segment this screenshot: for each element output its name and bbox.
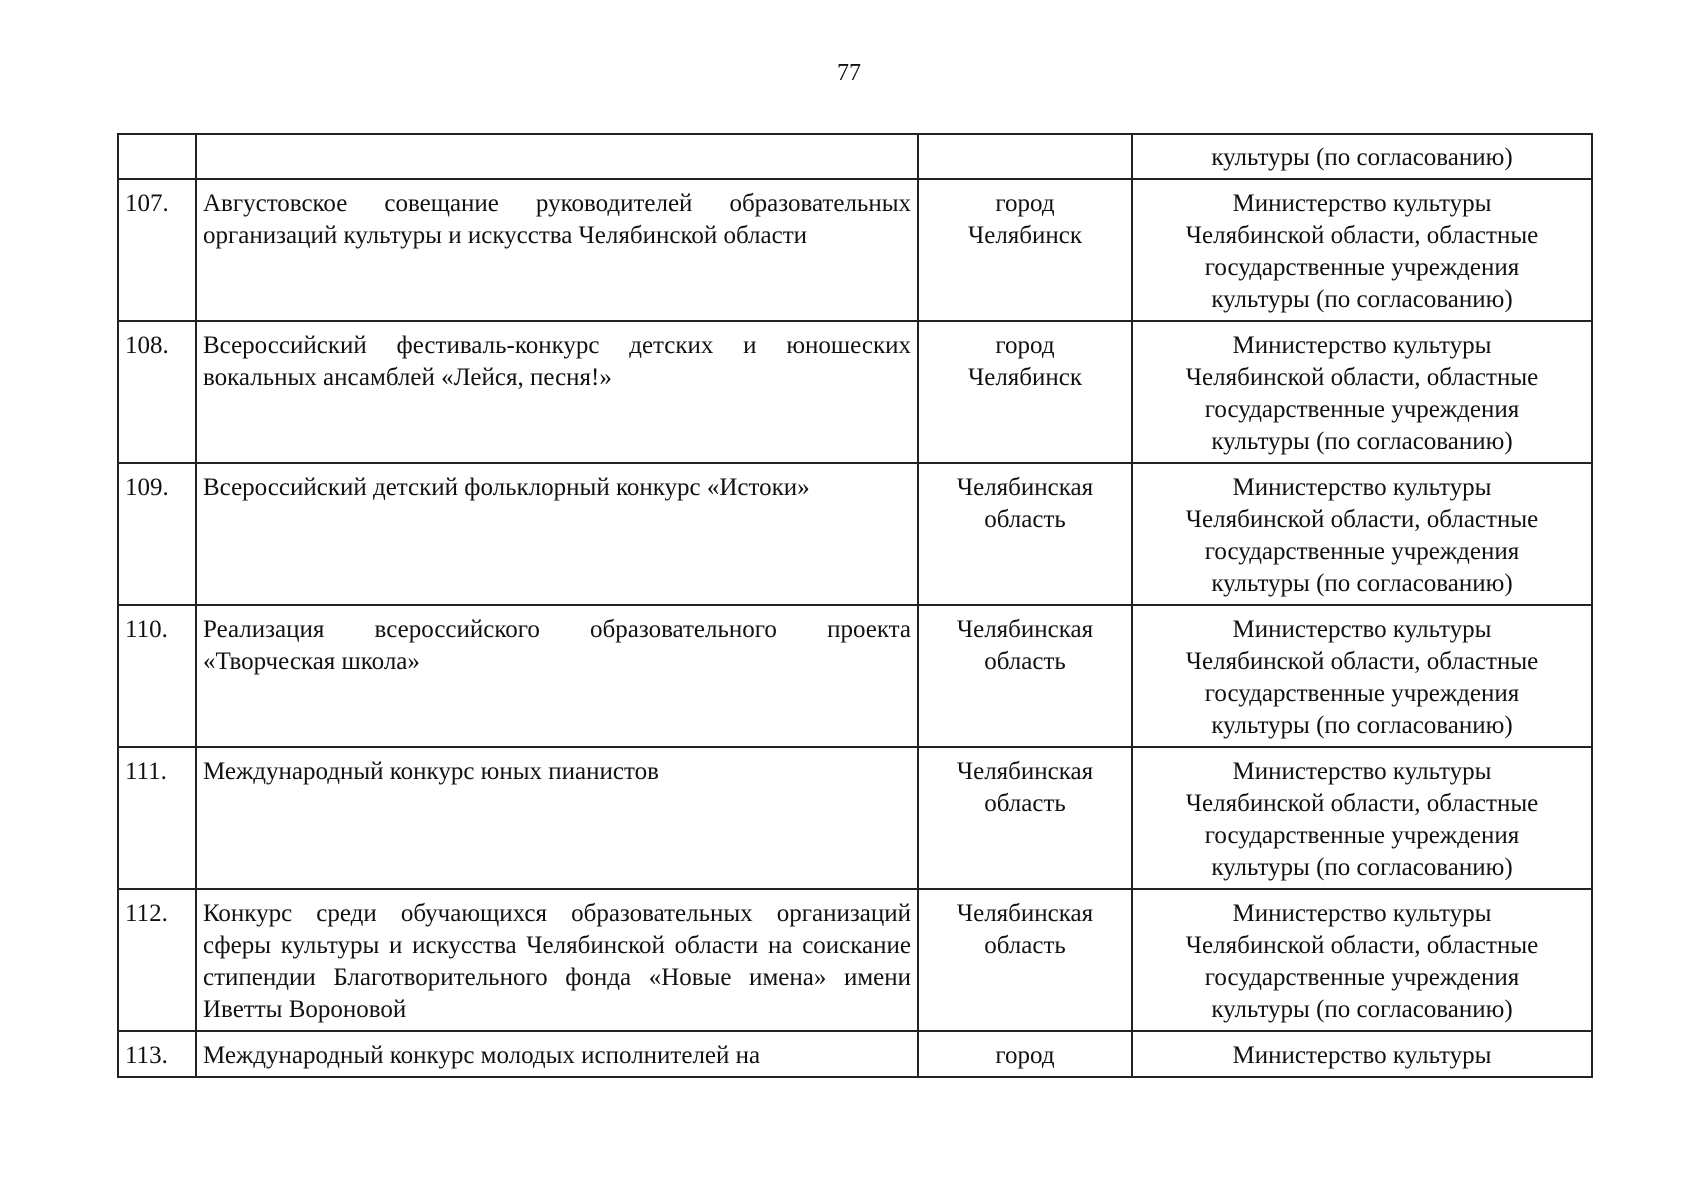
place-line: Челябинская — [956, 758, 1094, 785]
responsible-line: культуры (по согласованию) — [1211, 996, 1513, 1023]
table-body — [118, 134, 1592, 1077]
place-line: город — [995, 190, 1055, 217]
table-row — [118, 605, 1592, 747]
event-name-cell: Всероссийский детский фольклорный конкурс «Истоки» — [196, 463, 918, 605]
place-line: Челябинская — [956, 616, 1094, 643]
place-line: область — [984, 506, 1066, 533]
responsible-line: государственные учреждения — [1204, 822, 1520, 849]
table-row — [118, 463, 1592, 605]
responsible-line: Министерство культуры — [1232, 474, 1492, 501]
event-name-cell: Всероссийский фестиваль-конкурс детских и юношеских вокальных ансамблей «Лейся, песня!» — [196, 321, 918, 463]
event-name-cell: Международный конкурс молодых исполнителей на — [196, 1031, 918, 1077]
place-line: город — [995, 332, 1055, 359]
place-line: Челябинская — [956, 900, 1094, 927]
page-number: 77 — [837, 60, 861, 86]
place-cell — [918, 321, 1132, 463]
place-line: область — [984, 932, 1066, 959]
table-row — [118, 321, 1592, 463]
responsible-line: Министерство культуры — [1232, 190, 1492, 217]
place-cell — [918, 605, 1132, 747]
place-line: Челябинск — [967, 222, 1083, 249]
responsible-cell — [1132, 463, 1592, 605]
responsible-line: культуры (по согласованию) — [1211, 570, 1513, 597]
responsible-cell — [1132, 179, 1592, 321]
responsible-line: государственные учреждения — [1204, 964, 1520, 991]
table-row — [118, 747, 1592, 889]
event-name-cell: Конкурс среди обучающихся образовательных организаций сферы культуры и искусства Челябинской области на соискание стипендии Благотворительного фонда «Новые имена» имени Иветты Вороновой — [196, 889, 918, 1031]
responsible-line: Челябинской области, областные — [1185, 932, 1539, 959]
row-number-cell: 112. — [118, 889, 196, 1031]
responsible-line: культуры (по согласованию) — [1211, 712, 1513, 739]
responsible-line: Министерство культуры — [1232, 900, 1492, 927]
responsible-cell — [1132, 321, 1592, 463]
responsible-line: культуры (по согласованию) — [1211, 854, 1513, 881]
row-number-cell: 107. — [118, 179, 196, 321]
table-row — [118, 889, 1592, 1031]
event-name-cell — [196, 134, 918, 179]
responsible-line: Министерство культуры — [1232, 758, 1492, 785]
responsible-line: государственные учреждения — [1204, 538, 1520, 565]
row-number-cell — [118, 134, 196, 179]
place-cell — [918, 134, 1132, 179]
table-row — [118, 1031, 1592, 1077]
responsible-line: Челябинской области, областные — [1185, 648, 1539, 675]
events-table — [117, 133, 1593, 1078]
table-row — [118, 179, 1592, 321]
table-row-continued — [118, 134, 1592, 179]
place-line: область — [984, 790, 1066, 817]
event-name-cell: Августовское совещание руководителей образовательных организаций культуры и искусства Челябинской области — [196, 179, 918, 321]
place-line: область — [984, 648, 1066, 675]
responsible-line: государственные учреждения — [1204, 254, 1520, 281]
row-number-cell: 110. — [118, 605, 196, 747]
responsible-line: культуры (по согласованию) — [1211, 144, 1513, 171]
responsible-line: Челябинской области, областные — [1185, 506, 1539, 533]
place-cell — [918, 747, 1132, 889]
place-cell — [918, 463, 1132, 605]
place-cell — [918, 889, 1132, 1031]
responsible-cell — [1132, 605, 1592, 747]
row-number-cell: 109. — [118, 463, 196, 605]
responsible-cell — [1132, 1031, 1592, 1077]
place-cell — [918, 1031, 1132, 1077]
event-name-cell: Реализация всероссийского образовательного проекта «Творческая школа» — [196, 605, 918, 747]
place-line: Челябинск — [967, 364, 1083, 391]
place-cell — [918, 179, 1132, 321]
row-number-cell: 111. — [118, 747, 196, 889]
responsible-line: государственные учреждения — [1204, 396, 1520, 423]
responsible-line: Челябинской области, областные — [1185, 364, 1539, 391]
responsible-cell — [1132, 134, 1592, 179]
responsible-cell — [1132, 889, 1592, 1031]
responsible-line: Министерство культуры — [1232, 616, 1492, 643]
responsible-line: культуры (по согласованию) — [1211, 286, 1513, 313]
responsible-line: Челябинской области, областные — [1185, 790, 1539, 817]
responsible-line: Челябинской области, областные — [1185, 222, 1539, 249]
responsible-line: Министерство культуры — [1232, 332, 1492, 359]
responsible-cell — [1132, 747, 1592, 889]
responsible-line: Министерство культуры — [1232, 1042, 1492, 1069]
row-number-cell: 113. — [118, 1031, 196, 1077]
place-line: город — [995, 1042, 1055, 1069]
responsible-line: культуры (по согласованию) — [1211, 428, 1513, 455]
place-line: Челябинская — [956, 474, 1094, 501]
responsible-line: государственные учреждения — [1204, 680, 1520, 707]
event-name-cell: Международный конкурс юных пианистов — [196, 747, 918, 889]
row-number-cell: 108. — [118, 321, 196, 463]
